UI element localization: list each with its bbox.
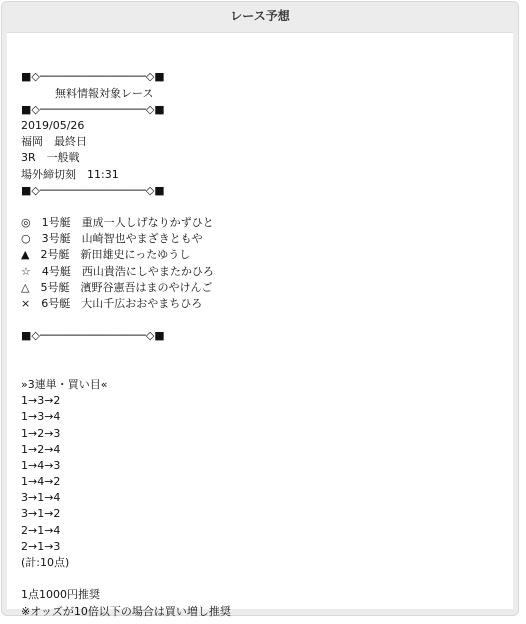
bet-combination: 3→1→2 <box>21 507 61 521</box>
spacer <box>21 53 511 69</box>
spacer <box>21 361 511 377</box>
bet-combination: 1→3→4 <box>21 410 61 424</box>
race-venue: 福岡 最終日 <box>21 135 87 149</box>
spacer <box>21 571 511 587</box>
prediction-line: ☆ 4号艇 西山貴浩にしやまたかひろ <box>21 264 214 278</box>
bet-combination: 1→4→2 <box>21 475 61 489</box>
panel-title: レース予想 <box>230 9 290 23</box>
bet-combination: 1→4→3 <box>21 458 61 472</box>
race-prediction-panel <box>1 1 519 616</box>
bet-combination: 2→1→4 <box>21 523 61 537</box>
divider-line: ■◇────────────────◇■ <box>21 102 165 116</box>
bet-combination: 3→1→4 <box>21 491 61 505</box>
prediction-line: ○ 3号艇 山崎智也やまざきともや <box>21 232 203 246</box>
spacer <box>21 312 511 328</box>
divider-line: ■◇────────────────◇■ <box>21 329 165 343</box>
stake-recommendation: 1点1000円推奨 <box>21 588 100 602</box>
bet-combination: 1→2→3 <box>21 426 61 440</box>
race-number: 3R 一般戦 <box>21 151 80 165</box>
spacer <box>21 345 511 361</box>
bet-combination: 2→1→3 <box>21 539 61 553</box>
bet-combination: 1→3→2 <box>21 394 61 408</box>
prediction-line: ◎ 1号艇 重成一人しげなりかずひと <box>21 216 214 230</box>
bet-combination: 1→2→4 <box>21 442 61 456</box>
bet-total: (計:10点) <box>21 556 70 569</box>
prediction-line: ▲ 2号艇 新田雄史にったゆうし <box>21 248 191 262</box>
spacer <box>21 37 511 53</box>
race-deadline: 場外締切刻 11:31 <box>21 167 119 181</box>
free-info-caption: 無料情報対象レース <box>55 86 154 100</box>
bet-title: »3連単・買い目« <box>21 377 108 391</box>
divider-line: ■◇────────────────◇■ <box>21 70 165 84</box>
divider-line: ■◇────────────────◇■ <box>21 183 165 197</box>
odds-note: ※オッズが10倍以下の場合は買い増し推奨 <box>21 604 231 618</box>
prediction-line: × 6号艇 大山千広おおやまちひろ <box>21 297 203 310</box>
prediction-content <box>21 37 511 620</box>
race-date: 2019/05/26 <box>21 118 85 132</box>
spacer <box>21 199 511 215</box>
panel-body <box>7 32 513 618</box>
prediction-line: △ 5号艇 濱野谷憲吾はまのやけんご <box>21 280 213 294</box>
